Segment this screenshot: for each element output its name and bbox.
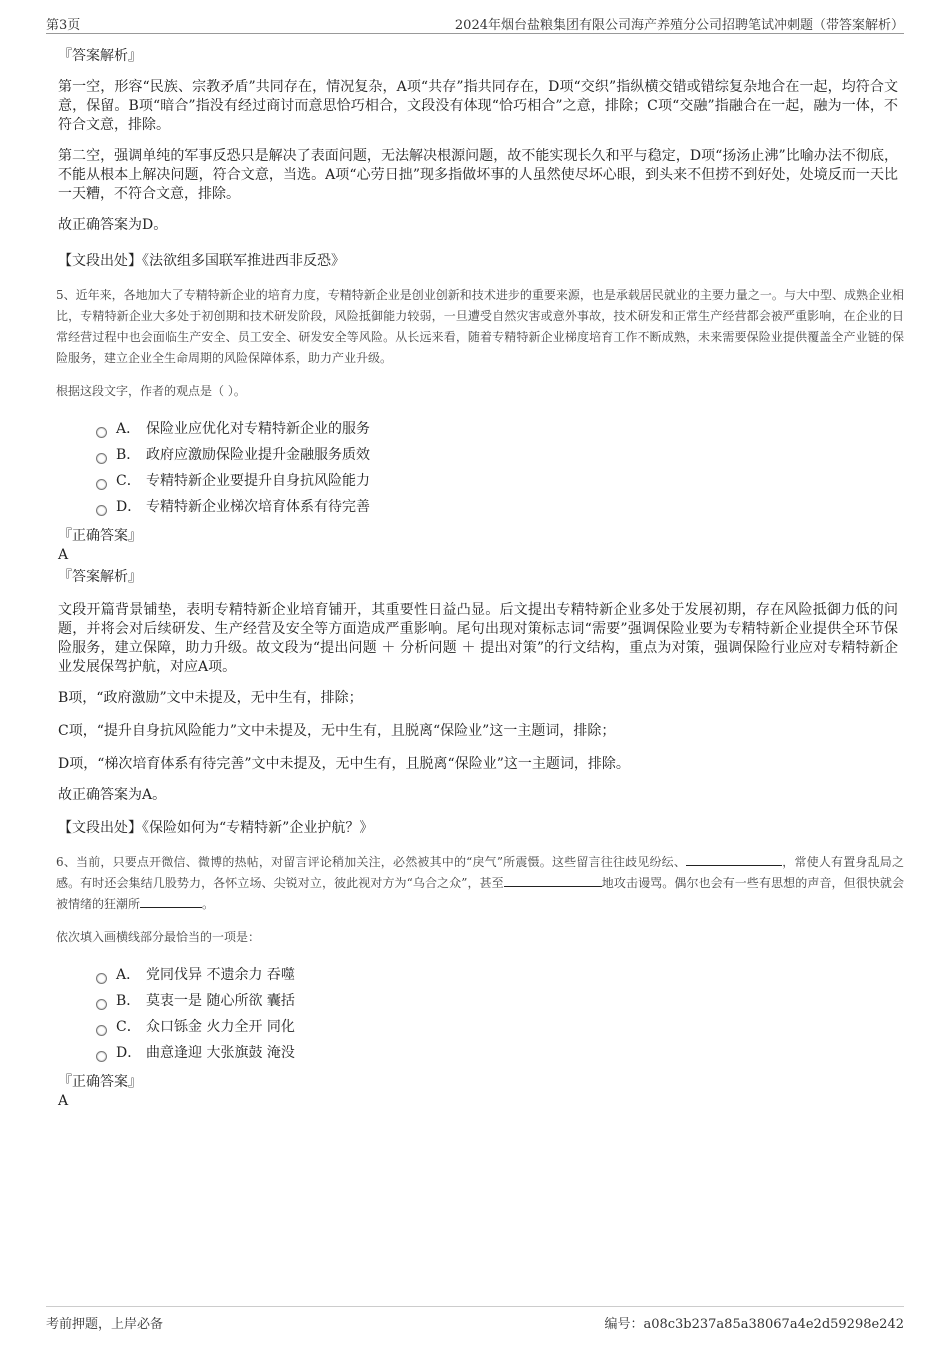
option-d[interactable]: D． 曲意逢迎 大张旗鼓 淹没 xyxy=(96,1040,904,1066)
option-b[interactable]: B． 莫衷一是 随心所欲 囊括 xyxy=(96,988,904,1014)
radio-icon[interactable] xyxy=(96,453,107,464)
analysis-paragraph: 文段开篇背景铺垫，表明专精特新企业培育铺开，其重要性日益凸显。后文提出专精特新企业多处于发展初期，存在风险抵御力低的问题，并将会对后续研发、生产经营及安全等方面造成严重影响。尾句出现对策标志词“需要”强调保险业要为专精特新企业提供全环节保险服务，建立保障，助力升级。故文段为“提出问题 ＋ 分析问题 ＋ 提出对策”的行文结构，重点为对策，强调保险行业应对专精特新企业发展保驾护航，对应A项。 xyxy=(58,602,898,675)
radio-icon[interactable] xyxy=(96,427,107,438)
option-c[interactable]: C． 专精特新企业要提升自身抗风险能力 xyxy=(96,468,904,494)
option-list xyxy=(96,962,904,1066)
fill-blank xyxy=(140,895,202,908)
document-id: 编号：a08c3b237a85a38067a4e2d59298e242 xyxy=(604,1317,904,1332)
radio-icon[interactable] xyxy=(96,1025,107,1036)
analysis-label: 『答案解析』 xyxy=(58,48,142,64)
analysis-conclusion: 故正确答案为A。 xyxy=(58,787,167,803)
fill-blank xyxy=(504,874,602,887)
footer-divider xyxy=(46,1306,904,1307)
document-title: 2024年烟台盐粮集团有限公司海产养殖分公司招聘笔试冲刺题（带答案解析） xyxy=(454,18,904,33)
option-d[interactable]: D． 专精特新企业梯次培育体系有待完善 xyxy=(96,494,904,520)
radio-icon[interactable] xyxy=(96,999,107,1010)
analysis-paragraph: 第一空，形容“民族、宗教矛盾”共同存在，情况复杂，A项“共存”指共同存在，D项“交织”指纵横交错或错综复杂地合在一起，均符合文意，保留。B项“暗合”指没有经过商讨而意思恰巧相合，文段没有体现“恰巧相合”之意，排除；C项“交融”指融合在一起，融为一体，不符合文意，排除。 xyxy=(58,79,898,133)
correct-answer-label: 『正确答案』 xyxy=(58,1074,142,1090)
question-stem: 5、近年来，各地加大了专精特新企业的培育力度，专精特新企业是创业创新和技术进步的重要来源，也是承载居民就业的主要力量之一。与大中型、成熟企业相比，专精特新企业大多处于初创期和技术研发阶段，风险抵御能力较弱，一旦遭受自然灾害或意外事故，技术研发和正常生产经营都会被严重影响，在企业的日常经营过程中也会面临生产安全、员工安全、研发安全等风险。从长远来看，随着专精特新企业梯度培育工作不断成熟，未来需要保险业提供覆盖全产业链的保险服务，建立企业全生命周期的风险保障体系，助力产业升级。 xyxy=(56,288,904,365)
source-citation: 【文段出处】《保险如何为“专精特新”企业护航？》 xyxy=(58,820,374,836)
option-b[interactable]: B． 政府应激励保险业提升金融服务质效 xyxy=(96,442,904,468)
analysis-label: 『答案解析』 xyxy=(58,569,142,585)
radio-icon[interactable] xyxy=(96,479,107,490)
header-divider xyxy=(46,33,904,34)
footer-slogan: 考前押题，上岸必备 xyxy=(46,1317,164,1332)
source-citation: 【文段出处】《法欲组多国联军推进西非反恐》 xyxy=(58,253,345,269)
fill-blank xyxy=(686,853,782,866)
page-number: 第3页 xyxy=(46,18,81,33)
radio-icon[interactable] xyxy=(96,505,107,516)
question-stem: 6、当前，只要点开微信、微博的热帖，对留言评论稍加关注，必然被其中的“戾气”所震慑。这些留言往往歧见纷纭、 ，常使人有置身乱局之感。有时还会集结几股势力，各怀立场、尖锐对立，彼此视对方为“乌合之众”，甚至 地攻击谩骂。偶尔也会有一些有思想的声音，但很快就会被情绪的狂潮所 。 xyxy=(56,855,904,911)
correct-answer: A xyxy=(58,1093,69,1109)
page-content xyxy=(46,44,904,1111)
correct-answer: A xyxy=(58,547,69,563)
analysis-paragraph: 第二空，强调单纯的军事反恐只是解决了表面问题，无法解决根源问题，故不能实现长久和平与稳定，D项“扬汤止沸”比喻办法不彻底，不能从根本上解决问题，符合文意，当选。A项“心劳日拙”现多指做坏事的人虽然使尽坏心眼，到头来不但捞不到好处，处境反而一天比一天糟，不符合文意，排除。 xyxy=(58,148,898,202)
analysis-paragraph: D项，“梯次培育体系有待完善”文中未提及，无中生有，且脱离“保险业”这一主题词，排除。 xyxy=(58,756,630,772)
option-c[interactable]: C． 众口铄金 火力全开 同化 xyxy=(96,1014,904,1040)
question-prompt: 根据这段文字，作者的观点是（ ）。 xyxy=(56,384,246,398)
page-header xyxy=(0,0,950,34)
option-list xyxy=(96,416,904,520)
radio-icon[interactable] xyxy=(96,1051,107,1062)
correct-answer-label: 『正确答案』 xyxy=(58,528,142,544)
option-a[interactable]: A． 党同伐异 不遗余力 吞噬 xyxy=(96,962,904,988)
question-prompt: 依次填入画横线部分最恰当的一项是： xyxy=(56,930,261,944)
analysis-paragraph: B项，“政府激励”文中未提及，无中生有，排除； xyxy=(58,690,363,706)
radio-icon[interactable] xyxy=(96,973,107,984)
analysis-paragraph: C项，“提升自身抗风险能力”文中未提及，无中生有，且脱离“保险业”这一主题词，排除； xyxy=(58,723,616,739)
analysis-conclusion: 故正确答案为D。 xyxy=(58,217,168,233)
option-a[interactable]: A． 保险业应优化对专精特新企业的服务 xyxy=(96,416,904,442)
